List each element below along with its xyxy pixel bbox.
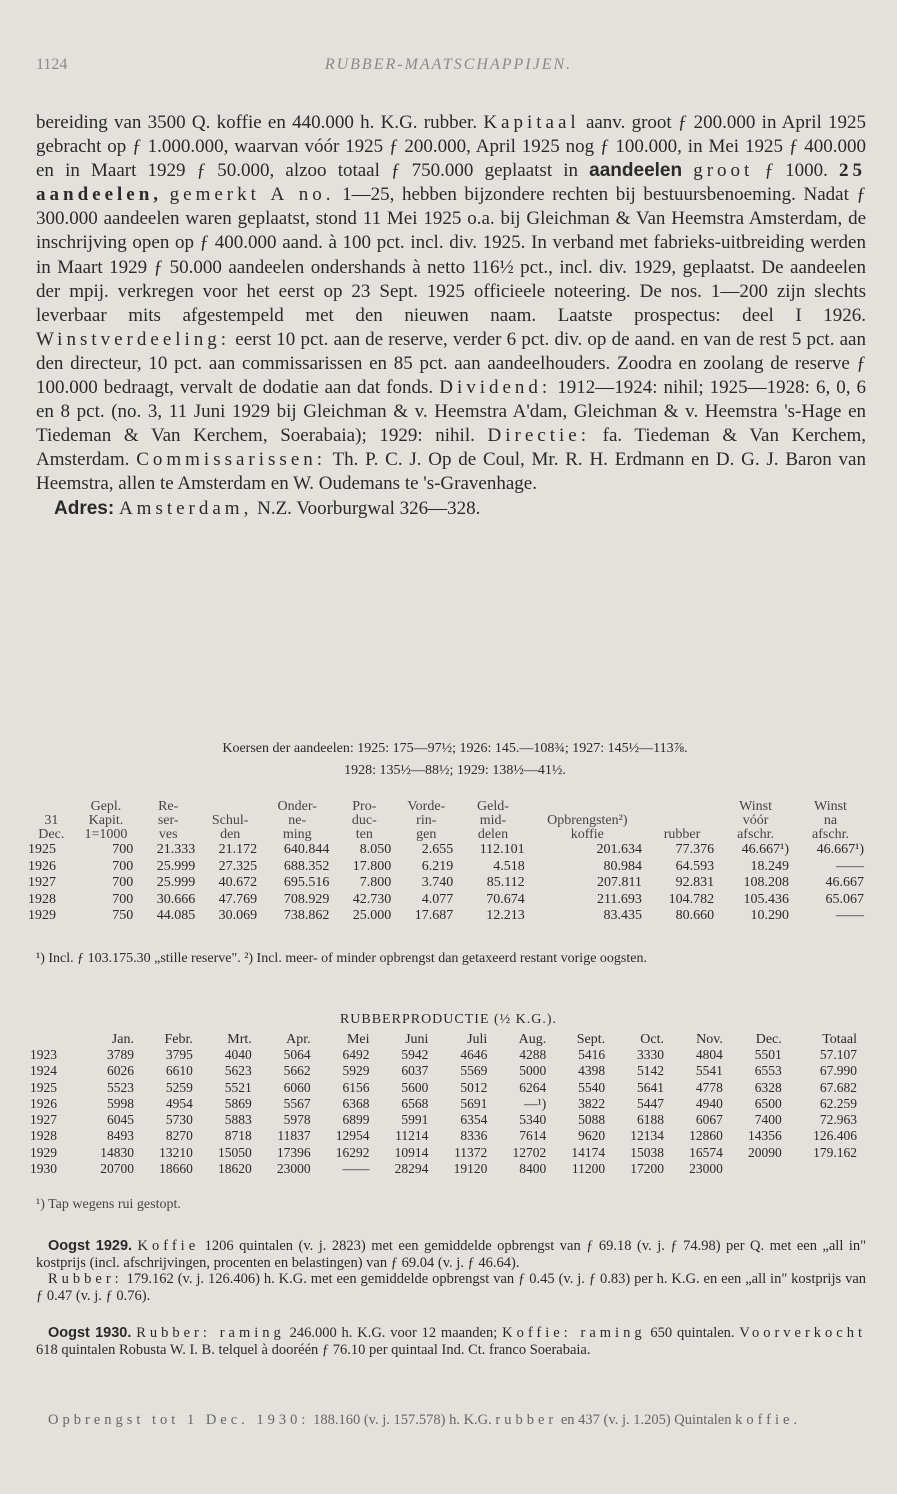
month-header: Mrt. [227,1032,252,1047]
table-row [28,875,868,892]
table-cell: 4940 [695,1095,723,1111]
month-header: Totaal [822,1032,857,1047]
table-cell: 6060 [283,1079,311,1095]
yield-section [36,1412,866,1429]
harvest-1930-sold-text: 618 quintalen Robusta W. I. B. telquel à dooréén ƒ 76.10 per quintaal Ind. Ct. franco Soerabaia. [36,1341,591,1358]
financial-header-row [28,800,868,842]
column-header: Winst vóór afschr. [737,799,775,842]
month-header: Apr. [286,1032,311,1047]
text-share-value: ƒ 1000. [764,160,828,182]
table-cell: 11837 [277,1128,311,1144]
table-row [28,859,868,876]
table-cell: 67.990 [819,1063,857,1079]
month-header [30,1032,78,1047]
adres-street: N.Z. Voorburgwal 326—328. [257,497,481,519]
table-cell: 62.259 [819,1095,857,1111]
table-cell: —— [836,858,864,874]
table-cell: 108.208 [743,875,789,890]
table-cell: 1926 [28,858,56,874]
table-cell: 2.655 [421,842,454,857]
table-cell: 46.667¹) [741,842,789,857]
table-cell: 72.963 [819,1112,857,1128]
table-cell: 12134 [630,1128,664,1144]
table-cell: 1925 [30,1079,57,1095]
table-cell: —— [836,908,864,923]
table-cell: 9620 [578,1128,606,1144]
table-cell: 17200 [630,1161,664,1177]
table-cell: 46.667 [825,875,864,890]
table-cell: 6492 [342,1047,370,1062]
table-cell: 42.730 [352,891,392,907]
table-cell: 5064 [283,1047,311,1062]
column-header: Re- ser- ves [157,799,179,842]
table-cell: 1928 [28,891,56,907]
table-cell: 1925 [28,842,56,857]
text-shares-history: 1—25, hebben bijzondere rechten bij bestuursbenoeming. Nadat ƒ 300.000 aandeelen waren geplaatst, stond 11 Mei 1925 o.a. bij Gleichman & Van Heemstra Amsterdam, de inschrijving open op ƒ 400.000 aand. à 100 pct. incl. div. 1925. In verband met fabrieks-uitbreiding werden in Maart 1929 ƒ 50.000 aandeelen ondershands à netto 116½ pct., incl. div. 1929, geplaatst. De aandeelen der mpij. verkregen voor het eerst op 23 Sept. 1925 officieele noteering. De nos. 1—200 zijn slechts leverbaar mits afgestempeld met den nieuwen naam. Laatste prospectus: deel I 1926. [36,184,866,326]
table-cell: 4.518 [493,858,525,874]
table-cell: 5730 [165,1112,193,1128]
company-description [36,111,866,521]
table-cell: 15050 [218,1144,252,1160]
month-header: Oct. [640,1032,664,1047]
table-cell: 8336 [460,1128,488,1144]
share-prices-line: Koersen der aandeelen: 1925: 175—97½; 1926: 145.—108¾; 1927: 145½—113⅞. [222,741,688,756]
commissarissen-label: Commissarissen: [136,449,327,471]
harvest-1929-section [36,1238,866,1304]
rubber-table-body [30,1047,860,1177]
table-cell: 7614 [519,1128,547,1144]
table-cell: 3330 [636,1047,664,1062]
yield-rubber-label: rubber [495,1412,558,1428]
column-header: Onder- ne- ming [277,799,317,842]
table-cell: 640.844 [283,842,330,857]
table-cell: 18.249 [750,858,789,874]
table-cell: 23000 [689,1161,723,1177]
table-row [30,1063,860,1079]
table-cell: 11200 [571,1161,606,1177]
table-cell: 13210 [159,1144,193,1160]
table-cell: 11214 [395,1128,429,1144]
winstverdeeling-label: Winstverdeeling: [36,328,231,350]
table-cell: 5662 [283,1063,311,1079]
table-cell: 5569 [460,1063,488,1079]
table-cell: 6354 [460,1112,488,1128]
table-cell: 4040 [224,1047,252,1062]
table-cell: 8493 [106,1128,134,1144]
table-cell: 6899 [342,1112,370,1128]
table-cell: 5929 [342,1063,370,1079]
table-cell: 700 [112,891,134,907]
table-cell: 20090 [748,1144,782,1160]
table-cell: 708.929 [283,891,330,907]
table-row [28,842,868,859]
text-directie: fa. Tiedeman & Van Kerchem, Amsterdam. [36,425,866,471]
table-cell: 7400 [754,1112,782,1128]
table-cell: 4954 [165,1095,193,1111]
table-cell [726,1161,785,1177]
groot-label: groot [693,160,754,182]
table-cell: 4.077 [421,891,454,907]
table-cell: 5000 [519,1063,547,1079]
table-cell: 83.435 [603,908,642,923]
table-cell: 15038 [630,1144,664,1160]
table-cell: 28294 [394,1161,429,1177]
financial-table-body [28,842,868,925]
table-row [30,1161,860,1177]
table-row [30,1128,860,1144]
table-cell: 5259 [165,1079,193,1095]
table-cell: 14356 [748,1128,782,1144]
table-cell: 57.107 [819,1047,857,1062]
table-cell: 27.325 [218,858,258,874]
table-cell: 80.660 [675,908,715,923]
table-cell: 1930 [30,1161,57,1177]
table-cell: 1928 [30,1128,57,1144]
column-header: 31 Dec. [38,813,65,842]
table-cell: 12.213 [486,908,525,923]
financial-footnote: ¹) Incl. ƒ 103.175.30 „stille reserve". ²) Incl. meer- of minder opbrengst dan getaxeerd restant vorige oogsten. [36,951,647,966]
harvest-1929-coffee-text: 1206 quintalen (v. j. 2823) met een gemiddelde opbrengst van ƒ 69.18 (v. j. ƒ 74.98) per Q. met een „all in" kostprijs (incl. afschrijvingen, procenten en belastingen) van ƒ 69.04 (v. j. ƒ 46.64). [36,1238,867,1271]
table-cell: 750 [112,908,134,923]
table-cell: 112.101 [479,842,525,857]
share-prices-line: 1928: 135½—88½; 1929: 138½—41½. [344,763,566,778]
table-cell: 20700 [100,1161,134,1177]
month-header: Juli [467,1032,488,1047]
harvest-1930-section [36,1325,866,1358]
table-cell: 21.333 [156,842,196,857]
table-cell: 6328 [754,1079,782,1095]
table-cell: 18660 [159,1161,193,1177]
text-dividend: 1912—1924: nihil; 1925—1928: 6, 0, 6 en 8 pct. (no. 3, 11 Juni 1929 bij Gleichman & v. Heemstra A'dam, Gleichman & v. Heemstra 's-Hage en Tiedeman & Van Kerchem, Soerabaia); 1929: nihil. [36,377,867,447]
table-cell: 104.782 [668,891,715,907]
table-row [30,1047,860,1063]
table-cell: 1924 [30,1063,57,1079]
table-cell: 207.811 [596,875,642,890]
yield-coffee-label: koffie. [735,1412,802,1428]
table-cell: 6067 [695,1112,723,1128]
table-cell: 5541 [695,1063,723,1079]
table-cell: 70.674 [486,891,525,907]
koffie-label: Koffie [137,1238,200,1254]
month-header: Jan. [111,1032,134,1047]
table-cell: 5088 [578,1112,606,1128]
month-header-row [30,1032,860,1047]
table-cell: 8718 [224,1128,252,1144]
column-header: rubber [663,827,701,842]
table-cell: 6553 [754,1063,782,1079]
page-header [36,56,861,80]
table-row [30,1080,860,1096]
table-cell: 11372 [454,1144,488,1160]
kapitaal-label: Kapitaal [483,112,580,133]
month-header: Sept. [576,1032,606,1047]
table-row [30,1096,860,1112]
table-cell: 6156 [342,1079,370,1095]
column-header: Opbrengsten²) koffie [547,813,628,842]
table-row [30,1112,860,1128]
harvest-1929-label: Oogst 1929. [48,1238,133,1254]
table-cell: 5641 [636,1079,664,1095]
adres-city: Amsterdam, [118,497,253,519]
table-cell: 12860 [689,1128,723,1144]
harvest-1930-coffee-text: 650 quintalen. [650,1325,735,1341]
table-cell: 80.984 [603,858,642,874]
table-cell: 5521 [224,1079,252,1095]
table-cell: 5998 [106,1095,134,1111]
table-cell: 6037 [401,1063,429,1079]
table-row [28,908,868,925]
table-cell: 5883 [224,1112,252,1128]
table-cell: 8400 [519,1161,547,1177]
description-paragraph [36,111,866,521]
table-cell: 64.593 [675,858,715,874]
month-header: Mei [346,1032,370,1047]
table-cell: 5501 [754,1047,782,1062]
table-cell: 3822 [578,1095,606,1111]
table-cell: 1923 [30,1047,57,1062]
table-cell: 4646 [460,1047,488,1062]
table-cell: 4288 [519,1047,547,1062]
rubber-production-table [30,1032,860,1177]
text-kapitaal: aanv. groot ƒ 200.000 in April 1925 gebracht op ƒ 1.000.000, waarvan vóór 1925 ƒ 200.000, April 1925 nog ƒ 100.000, in Mei 1925 ƒ 400.000 en in Maart 1929 ƒ 50.000, alzoo totaal ƒ 750.000 geplaatst in [36,112,867,182]
month-header: Nov. [696,1032,723,1047]
table-cell: —¹) [524,1095,547,1111]
table-cell: 179.162 [813,1144,857,1160]
column-header: Geld- mid- delen [477,799,509,842]
column-header: Pro- duc- ten [351,799,377,842]
table-cell: 5567 [283,1095,311,1111]
table-cell: 10914 [394,1144,429,1160]
table-cell: 7.800 [359,875,392,890]
column-header: Vorde- rin- gen [407,799,446,842]
harvest-1930-label: Oogst 1930. [48,1325,132,1341]
table-cell: 12702 [512,1144,547,1160]
column-header: Winst na afschr. [812,799,849,842]
harvest-1929-rubber-text: 179.162 (v. j. 126.406) h. K.G. met een gemiddelde opbrengst van ƒ 0.45 (v. j. ƒ 0.83) per h. K.G. en een „all in" kostprijs van ƒ 0.47 (v. j. ƒ 0.76). [36,1271,867,1304]
table-cell: 14174 [571,1144,606,1160]
table-cell: 5600 [401,1079,429,1095]
table-cell: 1929 [30,1144,57,1160]
table-cell: 25.999 [156,858,196,874]
table-cell: 19120 [453,1161,488,1177]
table-cell: 12954 [335,1128,370,1144]
table-cell: 46.667¹) [816,842,864,857]
koffie-raming-label: Koffie: raming [502,1325,646,1341]
table-cell: 16574 [689,1144,723,1160]
table-cell: 6568 [401,1095,429,1111]
directie-label: Directie: [487,425,590,447]
text-intro: bereiding van 3500 Q. koffie en 440.000 h. K.G. rubber. [36,112,478,133]
financial-table [28,800,868,925]
table-cell: 695.516 [283,875,330,890]
voorverkocht-label: Voorverkocht [739,1325,867,1341]
yield-coffee-text: en 437 (v. j. 1.205) Quintalen [560,1412,732,1428]
month-header: Aug. [518,1032,547,1047]
table-cell: 105.436 [743,891,789,907]
table-cell: —— [342,1161,370,1177]
table-cell: 23000 [276,1161,311,1177]
rubber-raming-label: Rubber: raming [136,1325,285,1341]
adres-label: Adres: [54,497,115,519]
table-cell: 6500 [754,1095,782,1111]
text-25-shares: 25 aandeelen, [36,160,867,206]
table-cell: 5416 [578,1047,606,1062]
table-cell: 3789 [106,1047,134,1062]
table-cell: 1926 [30,1095,57,1111]
rubber-label: Rubber: [48,1271,123,1287]
text-profit-distribution: eerst 10 pct. aan de reserve, verder 6 pct. div. op de aand. en van de rest 5 pct. aan den directeur, 10 pct. aan commissarissen en 85 pct. aan aandeelhouders. Zoodra en zoolang de reserve ƒ 100.000 bedraagt, vervalt de dodatie aan dat fonds. [36,328,866,399]
table-cell: 5447 [636,1095,664,1111]
table-cell: 17396 [276,1144,311,1160]
table-cell: 5691 [460,1095,488,1111]
table-cell: 30.069 [218,908,258,923]
table-cell: 14830 [100,1144,134,1160]
table-cell: 738.862 [283,908,330,923]
table-cell: 16292 [335,1144,370,1160]
table-cell: 67.682 [819,1079,857,1095]
table-cell: 5012 [460,1079,488,1095]
table-cell: 30.666 [156,891,196,907]
table-cell: 6045 [106,1112,134,1128]
table-cell: 3795 [165,1047,193,1062]
table-cell: 1927 [30,1112,57,1128]
dividend-label: Dividend: [439,377,552,399]
table-cell: 47.769 [218,891,258,907]
aandeelen-label: aandeelen [589,160,683,182]
column-header: Gepl. Kapit. 1=1000 [84,799,128,842]
table-cell: 6026 [106,1063,134,1079]
table-cell: 17.800 [352,858,392,874]
column-header: Schul- den [211,813,249,842]
table-cell: 92.831 [675,875,715,890]
harvest-1930-rubber-text: 246.000 h. K.G. voor 12 maanden; [289,1325,498,1341]
table-cell: 85.112 [486,875,525,890]
table-row [28,892,868,909]
running-title: RUBBER-MAATSCHAPPIJEN. [324,56,573,73]
table-cell: 5340 [519,1112,547,1128]
table-cell: 5991 [401,1112,429,1128]
table-cell: 10.290 [750,908,789,923]
table-cell: 4804 [695,1047,723,1062]
table-cell: 18620 [218,1161,252,1177]
month-header: Juni [405,1032,429,1047]
table-cell: 5142 [636,1063,664,1079]
table-cell: 44.085 [156,908,196,923]
table-cell: 5523 [106,1079,134,1095]
text-marked: gemerkt A no. [169,184,335,206]
text-commissarissen: Th. P. C. J. Op de Coul, Mr. R. H. Erdmann en D. G. J. Baron van Heemstra, allen te Amsterdam en W. Oudemans te 's-Gravenhage. [36,449,866,495]
table-cell: 8270 [165,1128,193,1144]
table-cell: 6264 [519,1079,547,1095]
month-header: Dec. [755,1032,782,1047]
table-cell: 6368 [342,1095,370,1111]
table-cell: 40.672 [218,875,258,890]
table-cell: 700 [112,842,134,857]
table-row [30,1145,860,1161]
table-cell: 6610 [165,1063,193,1079]
table-cell: 5978 [283,1112,311,1128]
table-cell: 5540 [578,1079,606,1095]
rubber-footnote: ¹) Tap wegens rui gestopt. [36,1197,181,1212]
table-cell: 6.219 [421,858,454,874]
table-cell: 700 [112,858,134,874]
rubber-production-title: RUBBERPRODUCTIE (½ K.G.). [339,1012,558,1027]
table-cell: 17.687 [414,908,454,923]
table-cell: 3.740 [421,875,454,890]
table-cell: 21.172 [218,842,258,857]
table-cell: 6188 [636,1112,664,1128]
table-cell: 77.376 [675,842,715,857]
table-cell: 700 [112,875,134,890]
opbrengst-label: Opbrengst tot 1 Dec. 1930: [48,1412,310,1428]
table-cell: 4398 [578,1063,606,1079]
table-cell: 1927 [28,875,56,890]
table-cell: 5623 [224,1063,252,1079]
yield-rubber-text: 188.160 (v. j. 157.578) h. K.G. [313,1412,492,1428]
page-number: 1124 [36,56,68,73]
table-cell: 4778 [695,1079,723,1095]
month-header: Febr. [164,1032,193,1047]
table-cell: 5942 [401,1047,429,1062]
table-cell: 25.000 [352,908,392,923]
table-cell: 211.693 [596,891,642,907]
table-cell: 5869 [224,1095,252,1111]
table-cell: 25.999 [156,875,196,890]
table-cell: 688.352 [283,858,330,874]
share-prices [60,738,850,782]
table-cell: 8.050 [359,842,392,857]
table-cell: 201.634 [596,842,642,857]
table-cell: 1929 [28,908,56,923]
table-cell: 65.067 [825,891,864,907]
table-cell: 126.406 [813,1128,857,1144]
